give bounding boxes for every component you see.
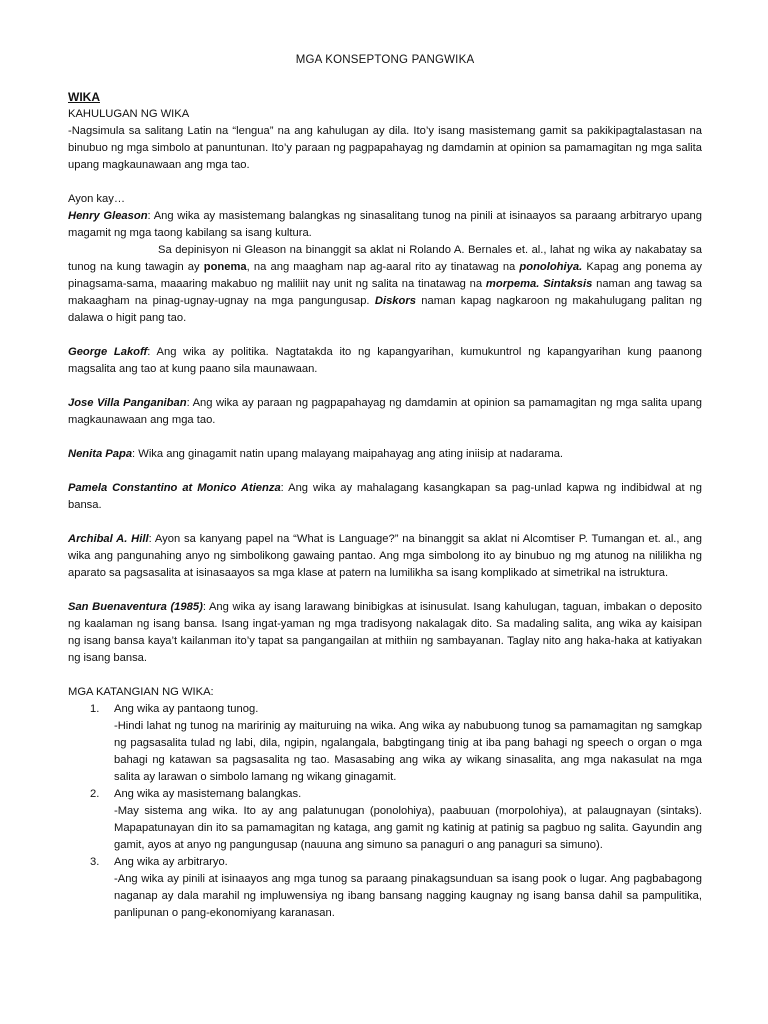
document-page: [68, 52, 702, 922]
section-heading-wika: WIKA: [68, 90, 100, 104]
list-item-title: Ang wika ay arbitraryo.: [114, 856, 228, 868]
definition-text: Ang wika ay politika. Nagtatakda ito ng kapangyarihan, kumukuntrol ng kapangyarihan kung paanong magsalita ang tao at kung paano sila maunawaan.: [68, 346, 703, 375]
gleason-elaboration: [68, 242, 702, 327]
list-item-title: Ang wika ay pantaong tunog.: [114, 703, 259, 715]
definition-panganiban: [68, 395, 702, 429]
term-diskors: Diskors: [374, 295, 416, 307]
kahulugan-heading: KAHULUGAN NG WIKA: [68, 108, 190, 120]
list-item-body: -Hindi lahat ng tunog na maririnig ay maituruing na wika. Ang wika ay nabubuong tunog sa pamamagitan ng samgkap ng pagsasalita tulad ng labi, dila, ngipin, ngalangala, babgtingang tinig at iba pang bahagi ng speech o organ o mga bahagi ng katawan sa pagsasalita ng tao. Masasabing ang wika ay wikang sinasalita, ang mga nakasulat na mga salita ay larawan o simbolo lamang ng wikang ginagamit.: [114, 720, 702, 783]
katangian-list: [68, 701, 702, 922]
definition-text: Ayon sa kanyang papel na “What is Language?” na binanggit sa aklat ni Alcomtiser P. Tumangan et. al., ang wika ang pangunahing anyo ng simbolikong gawaing pantao. Ang mga simbolong ito ay binubuo ng mg atunog na nililikha ng aparato sa pagsasalita at isinasaayos sa mga klase at patern na lumilikha sa isang komplikado at simetrikal na istruktura.: [68, 533, 702, 579]
definition-buenaventura: [68, 599, 702, 667]
author-name: Nenita Papa: [68, 448, 133, 460]
text-run: Kapag ang ponema ay pinagsama-sama, maaaring makabuo ng maliliit nay unit ng salita na tinatawag na: [68, 261, 702, 290]
term-ponolohiya: ponolohiya.: [519, 261, 583, 273]
author-name: Henry Gleason: [68, 210, 148, 222]
author-name: Jose Villa Panganiban: [68, 397, 187, 409]
colon: :: [186, 397, 190, 409]
list-item: [68, 854, 702, 922]
list-item-body: -May sistema ang wika. Ito ay ang palatunugan (ponolohiya), paabuuan (morpolohiya), at palaugnayan (sintaks). Mapapatunayan din ito sa pamamagitan ng kataga, ang gamit ng katinig at patinig sa pagbuo ng salita. Gayundin ang gamit, ayos at anyo ng pangungusap (nauuna ang simuno sa panaguri o ang panaguri sa simuno).: [114, 805, 702, 851]
colon: :: [147, 346, 151, 358]
text-run: , na ang maagham nap ag-aaral rito ay tinatawag na: [246, 261, 520, 273]
author-name: San Buenaventura (1985): [68, 601, 203, 613]
kahulugan-paragraph: -Nagsimula sa salitang Latin na “lengua” na ang kahulugan ay dila. Ito’y isang masistemang gamit sa pakikipagtalastasan na binubuo ng mga simbolo at panuntunan. Ito’y paraan ng pagpapahayag ng damdamin at opinion sa pamamagitan ng mga salita upang magkaunawaan ang mga tao.: [68, 125, 702, 171]
colon: :: [147, 210, 151, 222]
colon: :: [280, 482, 284, 494]
list-item: [68, 701, 702, 786]
text-run: naman kapag nagkaroon ng makahulugang palitan ng dalawa o higit pang tao.: [68, 295, 702, 324]
list-number: 3.: [90, 856, 100, 868]
list-item: [68, 786, 702, 854]
definition-text: Ang wika ay isang larawang binibigkas at isinusulat. Isang kahulugan, taguan, imbakan o deposito ng kaalaman ng isang bansa. Isang ingat-yaman ng mga tradisyong nakalagak dito. Sa madaling salita, ang wika ay kaisipan ng isang bansa kaya’t kailanman ito’y tapat sa pangangailan at mithiin ng sambayanan. Taglay nito ang haka-haka at katiyakan ng isang bansa.: [68, 601, 703, 664]
definition-text: Ang wika ay mahalagang kasangkapan sa pag-unlad kapwa ng indibidwal at ng bansa.: [68, 482, 702, 511]
colon: :: [132, 448, 136, 460]
definition-text: Ang wika ay paraan ng pagpapahayag ng damdamin at opinion sa pamamagitan ng mga salita upang magkaunawaan ang mga tao.: [68, 397, 703, 426]
list-number: 1.: [90, 703, 100, 715]
text-run: naman ang tawag sa makaagham na pinag-ugnay-ugnay na mga pangungusap.: [68, 278, 703, 307]
author-name: George Lakoff: [68, 346, 148, 358]
definition-text: Wika ang ginagamit natin upang malayang maipahayag ang ating iniisip at nadarama.: [135, 448, 564, 460]
colon: :: [148, 533, 152, 545]
text-run: Sa depinisyon ni Gleason na binanggit sa aklat ni Rolando A. Bernales et. al., lahat ng wika ay nakabatay sa tunog na kung tawagin ay: [68, 244, 702, 273]
definition-papa: [68, 446, 702, 463]
term-morpema: morpema.: [485, 278, 540, 290]
author-name: Pamela Constantino at Monico Atienza: [68, 482, 281, 494]
definition-constantino-atienza: [68, 480, 702, 514]
list-item-body: -Ang wika ay pinili at isinaayos ang mga tunog sa paraang pinakagsunduan sa isang pook o lugar. Ang pagbabagong naganap ay dala marahil ng impluwensiya ng ibang bansang nagging kaugnay ng isang bansa dahil sa pampulitika, panlipunan o pang-ekonomiyang karanasan.: [114, 873, 702, 919]
colon: :: [202, 601, 206, 613]
definition-hill: [68, 531, 702, 582]
term-ponema: ponema: [203, 261, 247, 273]
list-number: 2.: [90, 788, 100, 800]
definition-lakoff: [68, 344, 702, 378]
author-name: Archibal A. Hill: [68, 533, 149, 545]
term-sintaksis: Sintaksis: [543, 278, 593, 290]
katangian-heading: MGA KATANGIAN NG WIKA:: [68, 686, 214, 698]
list-item-title: Ang wika ay masistemang balangkas.: [114, 788, 302, 800]
definition-text: Ang wika ay masistemang balangkas ng sinasalitang tunog na pinili at isinaayos sa paraang arbitraryo upang magamit ng mga taong kabilang sa isang kultura.: [68, 210, 702, 239]
definition-gleason: [68, 208, 702, 242]
document-title: MGA KONSEPTONG PANGWIKA: [295, 54, 475, 66]
ayon-kay-label: Ayon kay…: [68, 193, 126, 205]
